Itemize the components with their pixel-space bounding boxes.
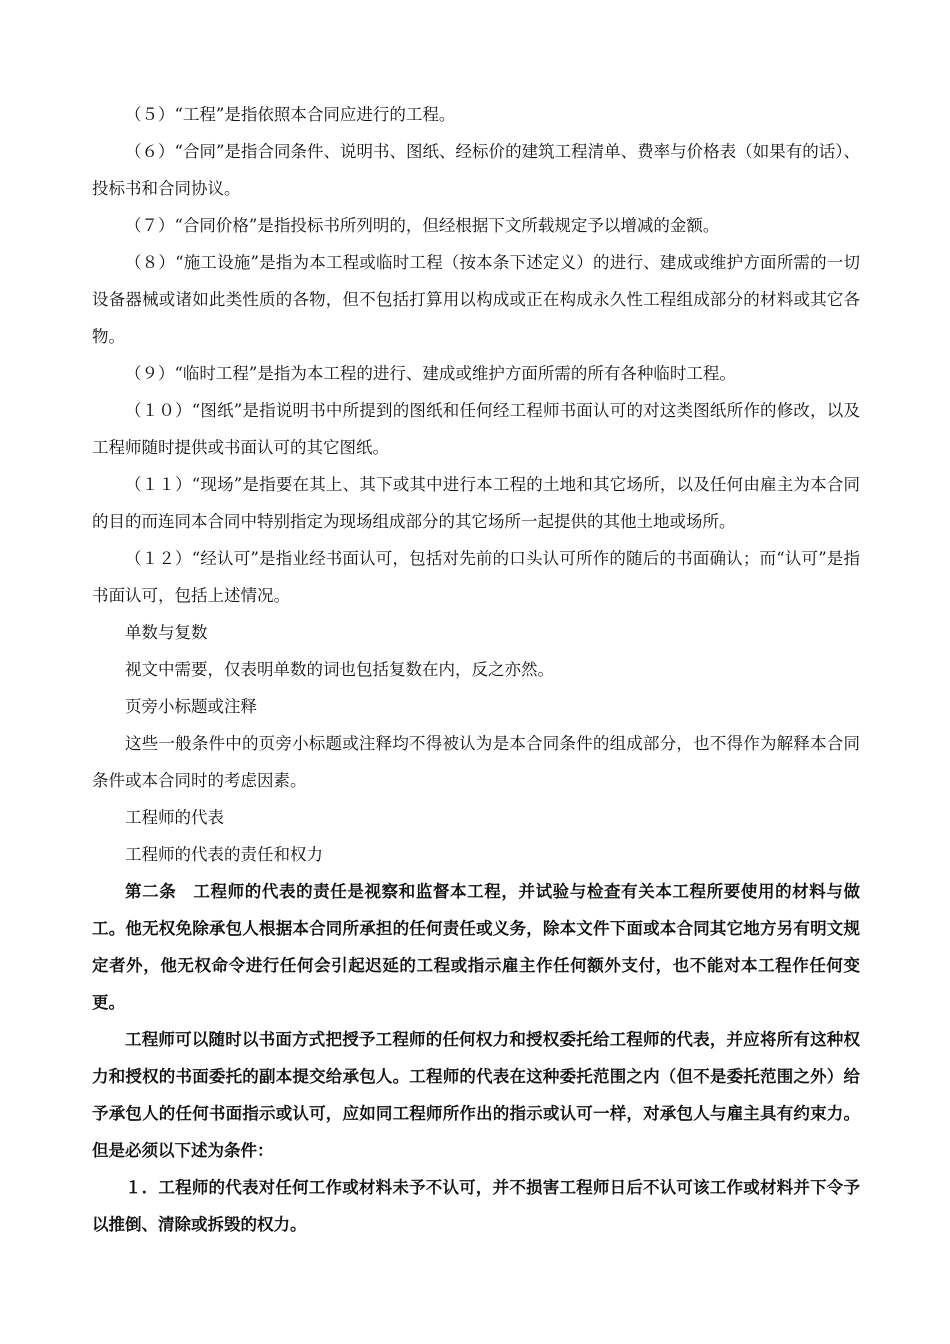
paragraph-definition-11: （１１）“现场”是指要在其上、其下或其中进行本工程的土地和其它场所，以及任何由雇主为本合同的目的而连同本合同中特别指定为现场组成部分的其它场所一起提供的其他土地或场所。: [92, 475, 860, 531]
heading-marginal-notes: 页旁小标题或注释: [125, 697, 257, 716]
heading-engineers-representative: 工程师的代表: [125, 808, 224, 827]
paragraph-definition-9: （９）“临时工程”是指为本工程的进行、建成或维护方面所需的所有各种临时工程。: [125, 364, 736, 383]
document-page: [92, 96, 860, 1243]
paragraph-definition-8: （８）“施工设施”是指为本工程或临时工程（按本条下述定义）的进行、建成或维护方面所需的一切设备器械或诸如此类性质的各物，但不包括打算用以构成或正在构成永久性工程组成部分的材料或其它各物。: [92, 253, 860, 346]
paragraph-definition-10: （１０）“图纸”是指说明书中所提到的图纸和任何经工程师书面认可的对这类图纸所作的修改，以及工程师随时提供或书面认可的其它图纸。: [92, 401, 860, 457]
paragraph-delegation: 工程师可以随时以书面方式把授予工程师的任何权力和授权委托给工程师的代表，并应将所有这种权力和授权的书面委托的副本提交给承包人。工程师的代表在这种委托范围之内（但不是委托范围之外）给予承包人的任何书面指示或认可，应如同工程师所作出的指示或认可一样，对承包人与雇主具有约束力。但是必须以下述为条件：: [92, 1030, 860, 1160]
paragraph-condition-1: １．工程师的代表对任何工作或材料未予不认可，并不损害工程师日后不认可该工作或材料并下令予以推倒、清除或拆毁的权力。: [92, 1178, 860, 1234]
paragraph-article-2: 第二条 工程师的代表的责任是视察和监督本工程，并试验与检查有关本工程所要使用的材料与做工。他无权免除承包人根据本合同所承担的任何责任或义务，除本文件下面或本合同其它地方另有明文规定者外，他无权命令进行任何会引起迟延的工程或指示雇主作任何额外支付，也不能对本工程作任何变更。: [92, 882, 860, 1012]
paragraph-marginal-notes: 这些一般条件中的页旁小标题或注释均不得被认为是本合同条件的组成部分，也不得作为解释本合同条件或本合同时的考虑因素。: [92, 734, 860, 790]
paragraph-definition-12: （１２）“经认可”是指业经书面认可，包括对先前的口头认可所作的随后的书面确认；而“认可”是指书面认可，包括上述情况。: [92, 549, 860, 605]
heading-representative-duties: 工程师的代表的责任和权力: [125, 845, 323, 864]
paragraph-definition-5: （５）“工程”是指依照本合同应进行的工程。: [125, 105, 456, 124]
paragraph-singular-plural: 视文中需要，仅表明单数的词也包括复数在内，反之亦然。: [125, 660, 554, 679]
paragraph-definition-7: （７）“合同价格”是指投标书所列明的，但经根据下文所载规定予以增减的金额。: [125, 216, 720, 235]
paragraph-definition-6: （６）“合同”是指合同条件、说明书、图纸、经标价的建筑工程清单、费率与价格表（如果有的话）、投标书和合同协议。: [92, 142, 860, 198]
heading-singular-plural: 单数与复数: [125, 623, 208, 642]
